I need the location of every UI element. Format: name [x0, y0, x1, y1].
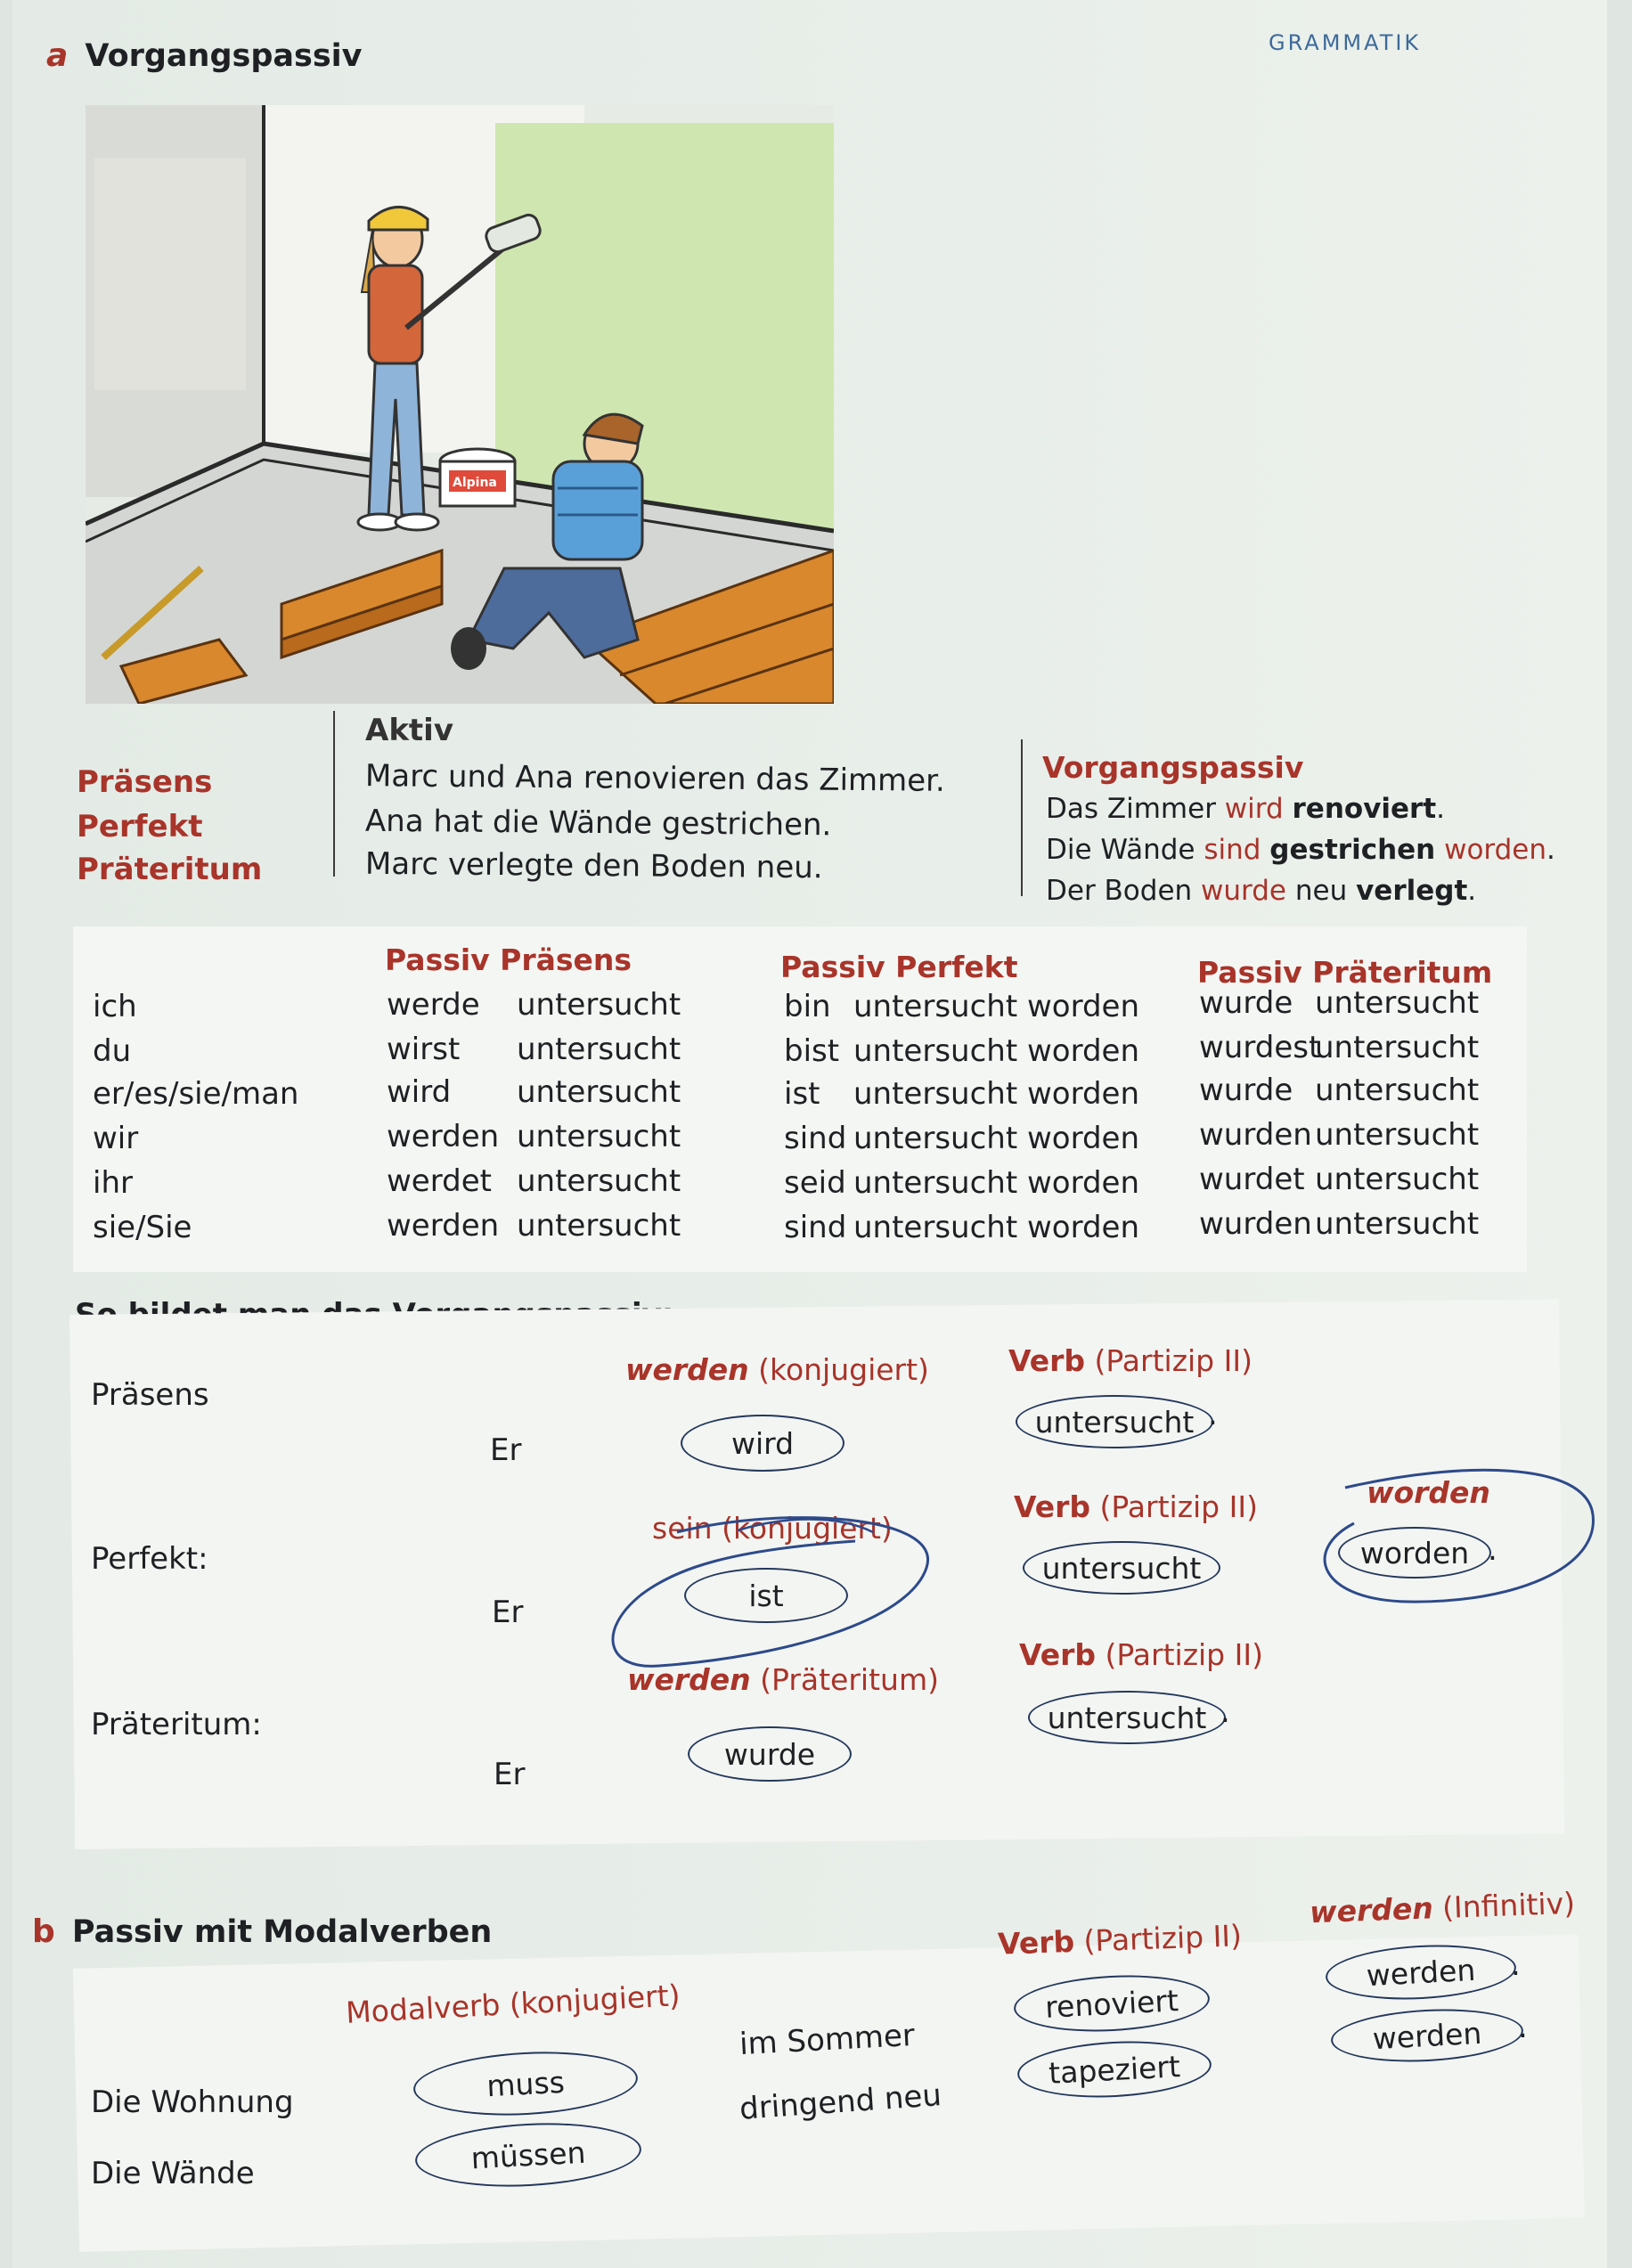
conj-cell-p1: werden — [387, 1119, 500, 1154]
conj-cell-pt2: untersucht — [1315, 1162, 1480, 1197]
modal-header: Modalverb (konjugiert) — [345, 1978, 681, 2030]
verb-em: Verb — [1019, 1637, 1097, 1672]
conj-cell-pt2: untersucht — [1315, 1206, 1480, 1242]
formation-perfekt-verb: untersucht — [1023, 1541, 1220, 1595]
section-b-letter: b — [32, 1913, 55, 1950]
aktiv-sentence-3: Marc verlegte den Boden neu. — [364, 845, 823, 886]
passiv-worden: worden — [1444, 834, 1547, 866]
conj-cell-pt2: untersucht — [1315, 1030, 1480, 1065]
formation-praeteritum-period: . — [1220, 1694, 1230, 1730]
formation-praesens-verb: untersucht — [1016, 1395, 1213, 1448]
passiv-heading: Vorgangspassiv — [1042, 750, 1304, 785]
conj-cell-pt1: wurdest — [1199, 1030, 1321, 1065]
formation-perfekt-worden-header: worden — [1367, 1475, 1490, 1510]
conj-cell-pronoun: sie/Sie — [93, 1210, 192, 1245]
section-b-title: Passiv mit Modalverben — [71, 1914, 493, 1950]
conj-cell-p1: wirst — [387, 1032, 461, 1067]
formation-praeteritum-aux: wurde — [688, 1726, 852, 1782]
conj-cell-p1: werdet — [387, 1163, 492, 1199]
modal-row-1-modal: muss — [412, 2046, 639, 2120]
conj-cell-p2: untersucht — [517, 987, 681, 1023]
conj-cell-pf1: ist — [784, 1076, 820, 1112]
conj-cell-p2: untersucht — [517, 1032, 681, 1067]
passiv-subject: Das Zimmer — [1046, 793, 1216, 825]
verb-em: Verb — [997, 1923, 1075, 1962]
verb-em: Verb — [1008, 1343, 1086, 1378]
conj-cell-pf2: untersucht worden — [853, 1165, 1140, 1201]
conj-cell-p1: wird — [387, 1074, 452, 1110]
formation-praeteritum-verb: untersucht — [1028, 1691, 1226, 1744]
conj-cell-pronoun: ich — [93, 989, 137, 1024]
modal-row-1-werden: werden — [1325, 1940, 1518, 2003]
aktiv-sentence-1: Marc und Ana renovieren das Zimmer. — [364, 758, 946, 799]
passiv-aux: sind — [1204, 834, 1261, 866]
werden-em: werden — [1309, 1890, 1434, 1930]
modal-row-1-verb: renoviert — [1013, 1970, 1212, 2035]
pen-circle-sein — [613, 1518, 928, 1667]
modal-row-2-subject: Die Wände — [91, 2156, 255, 2191]
modal-row-2-modal: müssen — [413, 2117, 642, 2191]
conj-cell-pf2: untersucht worden — [853, 1033, 1140, 1069]
formation-perfekt-aux: ist — [684, 1568, 848, 1623]
formation-praeteritum-label: Präteritum: — [91, 1707, 262, 1742]
conj-cell-pt1: wurde — [1199, 985, 1293, 1021]
formation-perfekt-subject: Er — [492, 1595, 524, 1630]
conj-cell-pf1: bist — [784, 1033, 840, 1069]
header-passiv-praeteritum: Passiv Präteritum — [1197, 955, 1493, 990]
verb-rest: (Partizip II) — [1073, 1918, 1243, 1959]
tense-perfekt: Perfekt — [77, 809, 203, 844]
verb-rest: (Partizip II) — [1085, 1343, 1253, 1378]
conj-cell-pf2: untersucht worden — [853, 989, 1140, 1024]
formation-perfekt-period: . — [1488, 1532, 1497, 1568]
passiv-aux: wird — [1224, 793, 1284, 825]
conj-cell-pt1: wurdet — [1199, 1162, 1305, 1197]
conj-cell-pronoun: ihr — [93, 1165, 133, 1201]
conj-cell-p1: werden — [387, 1208, 500, 1244]
passiv-verb: renoviert — [1292, 793, 1437, 825]
conj-cell-pt2: untersucht — [1315, 985, 1480, 1021]
conj-cell-p1: werde — [387, 987, 480, 1023]
conj-cell-pt1: wurden — [1199, 1206, 1312, 1242]
conj-cell-pt2: untersucht — [1315, 1073, 1480, 1108]
modal-row-1-subject: Die Wohnung — [91, 2084, 294, 2120]
conj-cell-pronoun: er/es/sie/man — [93, 1076, 299, 1112]
passiv-period: . — [1436, 793, 1446, 825]
section-a-letter: a — [46, 37, 69, 74]
modal-row-2-middle: dringend neu — [738, 2077, 943, 2127]
bucket-label: Alpina — [453, 476, 497, 490]
formation-praeteritum-subject: Er — [494, 1757, 526, 1792]
tense-praesens: Präsens — [77, 764, 213, 800]
conj-cell-pf1: bin — [784, 989, 831, 1024]
conj-cell-pf1: seid — [784, 1165, 846, 1201]
tense-praeteritum: Präteritum — [77, 852, 263, 887]
pen-circle-worden — [1325, 1470, 1593, 1602]
conj-cell-pf2: untersucht worden — [853, 1076, 1140, 1112]
modal-row-2-werden: werden — [1330, 2004, 1525, 2066]
conj-cell-pronoun: du — [93, 1033, 132, 1069]
conj-cell-pf2: untersucht worden — [853, 1121, 1140, 1156]
conj-cell-pt1: wurden — [1199, 1117, 1312, 1153]
passiv-verb: verlegt — [1356, 875, 1468, 907]
section-a-title: Vorgangspassiv — [85, 38, 363, 74]
section-label: GRAMMATIK — [1269, 30, 1422, 55]
conj-cell-p2: untersucht — [517, 1208, 681, 1244]
conj-cell-pronoun: wir — [93, 1121, 139, 1156]
werden-rest: (Präteritum) — [750, 1662, 939, 1697]
header-passiv-praesens: Passiv Präsens — [385, 942, 632, 977]
verb-rest: (Partizip II) — [1096, 1637, 1263, 1672]
werden-em: werden — [625, 1352, 749, 1387]
verb-em: Verb — [1014, 1489, 1091, 1524]
formation-praesens-period: . — [1208, 1397, 1218, 1432]
formation-perfekt-label: Perfekt: — [91, 1541, 208, 1577]
modal-row-2-verb: tapeziert — [1016, 2036, 1213, 2101]
passiv-adverb: neu — [1294, 875, 1348, 907]
conj-cell-pt1: wurde — [1199, 1073, 1293, 1108]
modal-row-2-period: . — [1518, 2010, 1528, 2045]
conj-cell-p2: untersucht — [517, 1119, 681, 1154]
passiv-subject: Die Wände — [1046, 834, 1195, 866]
verb-rest: (Partizip II) — [1090, 1489, 1258, 1524]
header-passiv-perfekt: Passiv Perfekt — [780, 950, 1018, 984]
werden-rest: (Infinitiv) — [1432, 1885, 1576, 1926]
formation-praesens-label: Präsens — [91, 1377, 209, 1413]
passiv-aux: wurde — [1201, 875, 1286, 907]
modal-row-1-period: . — [1511, 1947, 1521, 1983]
formation-perfekt-aux-header: sein (konjugiert) — [652, 1511, 893, 1546]
formation-praesens-subject: Er — [490, 1432, 522, 1468]
passiv-subject: Der Boden — [1046, 875, 1193, 907]
formation-praesens-aux: wird — [681, 1415, 845, 1472]
conj-cell-pf2: untersucht worden — [853, 1210, 1140, 1245]
modal-row-1-middle: im Sommer — [738, 2017, 916, 2063]
passiv-period: . — [1546, 834, 1555, 866]
conj-cell-pt2: untersucht — [1315, 1117, 1480, 1153]
formation-perfekt-worden: worden — [1338, 1527, 1491, 1579]
passiv-period: . — [1467, 875, 1477, 907]
conj-cell-pf1: sind — [784, 1121, 847, 1156]
werden-rest: (konjugiert) — [748, 1352, 929, 1387]
aktiv-heading: Aktiv — [365, 713, 453, 748]
conj-cell-pf1: sind — [784, 1210, 847, 1245]
aktiv-sentence-2: Ana hat die Wände gestrichen. — [364, 803, 832, 844]
conj-cell-p2: untersucht — [517, 1163, 681, 1199]
passiv-verb: gestrichen — [1269, 834, 1436, 866]
werden-em: werden — [627, 1662, 751, 1697]
conj-cell-p2: untersucht — [517, 1074, 681, 1110]
